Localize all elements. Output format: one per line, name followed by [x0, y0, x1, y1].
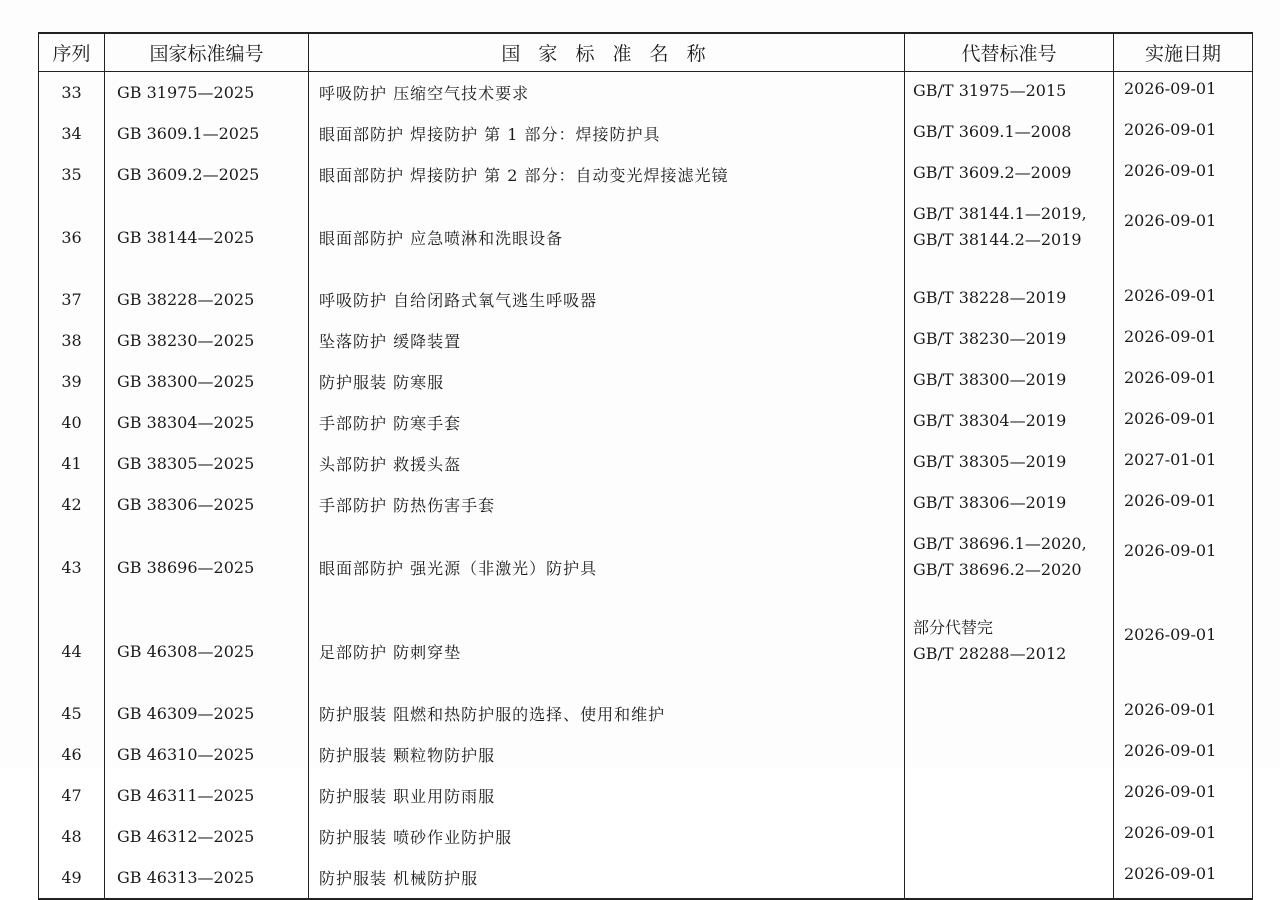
table-row [39, 693, 1253, 734]
row-standard-title: 眼面部防护 焊接防护 第 1 部分：焊接防护具 [309, 113, 905, 154]
row-standard-title: 眼面部防护 强光源（非激光）防护具 [309, 525, 905, 609]
row-standard-title: 眼面部防护 应急喷淋和洗眼设备 [309, 195, 905, 279]
row-replaces [905, 402, 1114, 443]
row-seq: 48 [39, 816, 105, 857]
row-standard-title: 防护服装 颗粒物防护服 [309, 734, 905, 775]
row-date: 2026-09-01 [1114, 609, 1253, 693]
row-standard-code: GB 46309—2025 [105, 693, 309, 734]
row-date: 2026-09-01 [1114, 775, 1253, 816]
row-seq: 49 [39, 857, 105, 899]
row-standard-code: GB 46311—2025 [105, 775, 309, 816]
row-date: 2026-09-01 [1114, 693, 1253, 734]
row-standard-title: 防护服装 防寒服 [309, 361, 905, 402]
row-standard-code: GB 38144—2025 [105, 195, 309, 279]
table-row [39, 195, 1253, 279]
row-replaces [905, 775, 1114, 816]
row-seq: 36 [39, 195, 105, 279]
table-row [39, 402, 1253, 443]
row-standard-title: 呼吸防护 自给闭路式氧气逃生呼吸器 [309, 279, 905, 320]
standards-table [38, 32, 1253, 900]
row-date: 2026-09-01 [1114, 361, 1253, 402]
header-date: 实施日期 [1114, 33, 1253, 72]
row-seq: 44 [39, 609, 105, 693]
row-replaces [905, 609, 1114, 693]
row-replaces-line: GB/T 38696.2—2020 [913, 560, 1082, 579]
row-date: 2026-09-01 [1114, 72, 1253, 114]
table-row [39, 816, 1253, 857]
row-replaces [905, 525, 1114, 609]
row-seq: 43 [39, 525, 105, 609]
row-date: 2026-09-01 [1114, 320, 1253, 361]
row-standard-code: GB 38305—2025 [105, 443, 309, 484]
row-date: 2026-09-01 [1114, 525, 1253, 609]
row-replaces-line: GB/T 3609.2—2009 [913, 163, 1072, 182]
row-replaces [905, 195, 1114, 279]
table-row [39, 361, 1253, 402]
row-date: 2026-09-01 [1114, 857, 1253, 899]
row-replaces [905, 113, 1114, 154]
row-date: 2026-09-01 [1114, 816, 1253, 857]
row-replaces [905, 279, 1114, 320]
row-seq: 34 [39, 113, 105, 154]
row-replaces-line: 部分代替完 [913, 618, 994, 637]
row-replaces [905, 857, 1114, 899]
table-row [39, 72, 1253, 114]
row-standard-title: 防护服装 阻燃和热防护服的选择、使用和维护 [309, 693, 905, 734]
row-replaces-line: GB/T 28288—2012 [913, 644, 1067, 663]
row-standard-title: 防护服装 职业用防雨服 [309, 775, 905, 816]
row-replaces-line: GB/T 38306—2019 [913, 493, 1067, 512]
row-replaces-line: GB/T 38696.1—2020, [913, 534, 1087, 553]
row-standard-code: GB 38300—2025 [105, 361, 309, 402]
row-replaces-line: GB/T 31975—2015 [913, 81, 1067, 100]
row-standard-code: GB 31975—2025 [105, 72, 309, 114]
row-replaces [905, 484, 1114, 525]
row-date: 2026-09-01 [1114, 484, 1253, 525]
row-standard-code: GB 3609.1—2025 [105, 113, 309, 154]
row-replaces [905, 816, 1114, 857]
header-replaces: 代替标准号 [905, 33, 1114, 72]
row-standard-code: GB 38228—2025 [105, 279, 309, 320]
row-seq: 39 [39, 361, 105, 402]
table-body [39, 72, 1253, 900]
row-seq: 42 [39, 484, 105, 525]
row-date: 2026-09-01 [1114, 195, 1253, 279]
row-seq: 45 [39, 693, 105, 734]
row-standard-code: GB 46310—2025 [105, 734, 309, 775]
row-standard-title: 眼面部防护 焊接防护 第 2 部分：自动变光焊接滤光镜 [309, 154, 905, 195]
row-date: 2026-09-01 [1114, 154, 1253, 195]
table-row [39, 775, 1253, 816]
row-standard-code: GB 38306—2025 [105, 484, 309, 525]
row-replaces [905, 72, 1114, 114]
row-seq: 40 [39, 402, 105, 443]
table-row [39, 857, 1253, 899]
row-standard-title: 呼吸防护 压缩空气技术要求 [309, 72, 905, 114]
row-replaces [905, 443, 1114, 484]
table-row [39, 484, 1253, 525]
row-seq: 41 [39, 443, 105, 484]
row-date: 2026-09-01 [1114, 734, 1253, 775]
row-standard-title: 手部防护 防热伤害手套 [309, 484, 905, 525]
row-seq: 33 [39, 72, 105, 114]
row-replaces-line: GB/T 38300—2019 [913, 370, 1067, 389]
table-row [39, 113, 1253, 154]
row-seq: 46 [39, 734, 105, 775]
row-seq: 47 [39, 775, 105, 816]
row-standard-code: GB 46308—2025 [105, 609, 309, 693]
row-replaces-line: GB/T 38228—2019 [913, 288, 1067, 307]
row-standard-title: 头部防护 救援头盔 [309, 443, 905, 484]
row-replaces [905, 154, 1114, 195]
row-standard-title: 手部防护 防寒手套 [309, 402, 905, 443]
row-seq: 35 [39, 154, 105, 195]
table-row [39, 443, 1253, 484]
row-replaces [905, 693, 1114, 734]
row-seq: 37 [39, 279, 105, 320]
table-row [39, 609, 1253, 693]
table-row [39, 154, 1253, 195]
table-row [39, 320, 1253, 361]
row-replaces-line: GB/T 3609.1—2008 [913, 122, 1072, 141]
header-title: 国 家 标 准 名 称 [309, 33, 905, 72]
row-replaces-line: GB/T 38144.2—2019 [913, 230, 1082, 249]
row-date: 2026-09-01 [1114, 402, 1253, 443]
row-date: 2027-01-01 [1114, 443, 1253, 484]
row-seq: 38 [39, 320, 105, 361]
row-standard-code: GB 38230—2025 [105, 320, 309, 361]
row-standard-code: GB 3609.2—2025 [105, 154, 309, 195]
row-replaces-line: GB/T 38144.1—2019, [913, 204, 1087, 223]
row-standard-code: GB 46312—2025 [105, 816, 309, 857]
row-standard-title: 坠落防护 缓降装置 [309, 320, 905, 361]
header-seq: 序列 [39, 33, 105, 72]
table-header-row [39, 33, 1253, 72]
header-code: 国家标准编号 [105, 33, 309, 72]
row-standard-code: GB 38696—2025 [105, 525, 309, 609]
row-standard-code: GB 38304—2025 [105, 402, 309, 443]
row-replaces-line: GB/T 38304—2019 [913, 411, 1067, 430]
row-replaces-line: GB/T 38305—2019 [913, 452, 1067, 471]
row-replaces [905, 320, 1114, 361]
row-replaces [905, 361, 1114, 402]
row-standard-title: 防护服装 喷砂作业防护服 [309, 816, 905, 857]
table-row [39, 279, 1253, 320]
row-replaces-line: GB/T 38230—2019 [913, 329, 1067, 348]
row-date: 2026-09-01 [1114, 279, 1253, 320]
row-date: 2026-09-01 [1114, 113, 1253, 154]
row-standard-code: GB 46313—2025 [105, 857, 309, 899]
row-standard-title: 防护服装 机械防护服 [309, 857, 905, 899]
row-standard-title: 足部防护 防刺穿垫 [309, 609, 905, 693]
table-row [39, 525, 1253, 609]
